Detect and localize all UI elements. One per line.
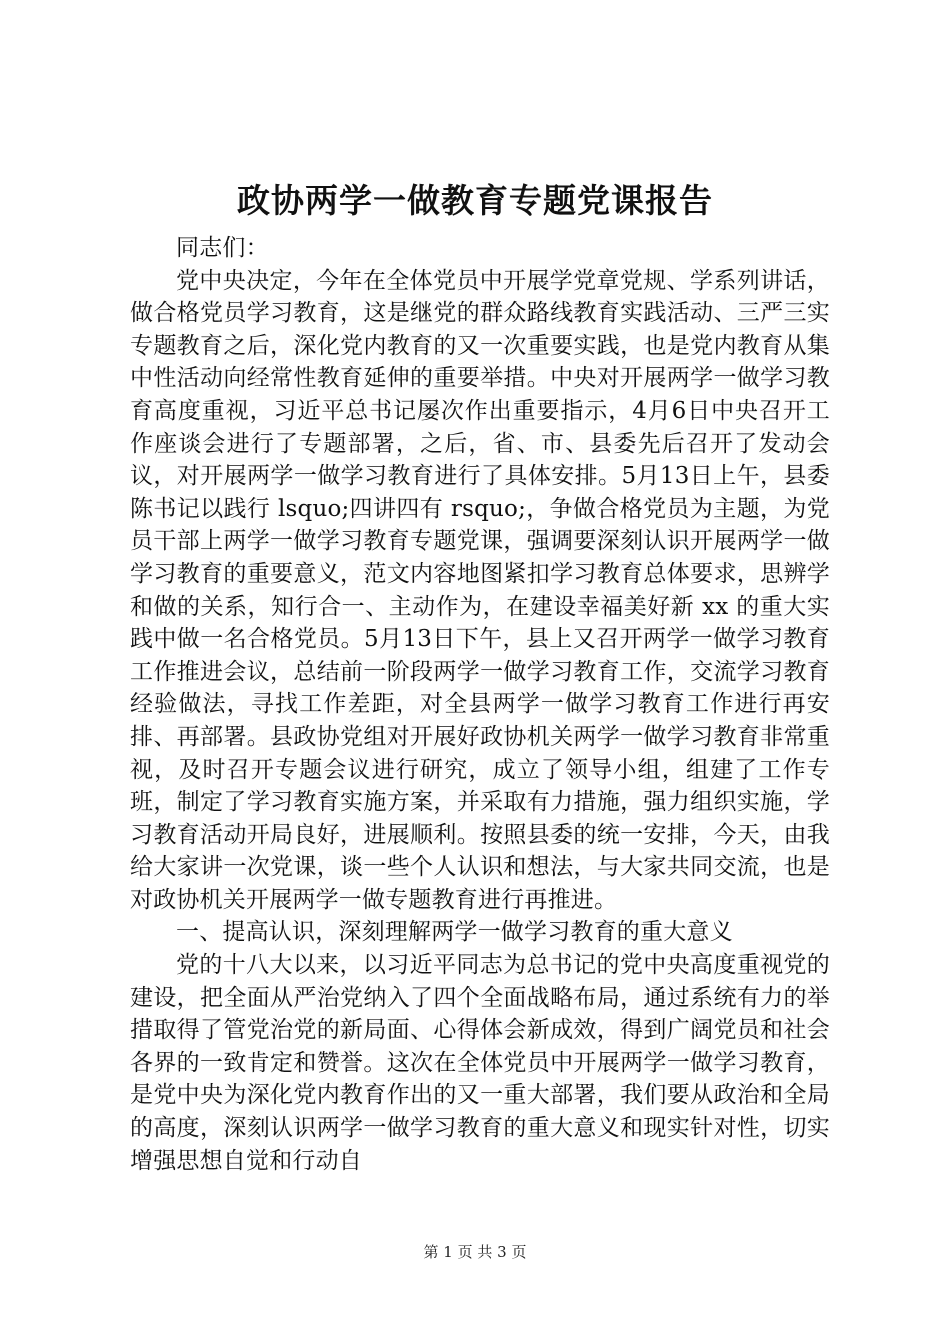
section-paragraph: 党的十八大以来，以习近平同志为总书记的党中央高度重视党的建设，把全面从严治党纳入了四个全面战略布局，通过系统有力的举措取得了管党治党的新局面、心得体会新成效，得到广阔党员和社会各界的一致肯定和赞誉。这次在全体党员中开展两学一做学习教育，是党中央为深化党内教育作出的又一重大部署，我们要从政治和全局的高度，深刻认识两学一做学习教育的重大意义和现实针对性，切实增强思想自觉和行动自 bbox=[130, 952, 830, 1174]
salutation-paragraph: 同志们： bbox=[176, 235, 269, 261]
document-body bbox=[130, 232, 830, 1177]
page-footer: 第 1 页 共 3 页 bbox=[423, 1243, 527, 1261]
document-title: 政协两学一做教育专题党课报告 bbox=[237, 181, 713, 220]
section-heading: 一、提高认识，深刻理解两学一做学习教育的重大意义 bbox=[176, 919, 733, 946]
intro-paragraph: 党中央决定，今年在全体党员中开展学党章党规、学系列讲话，做合格党员学习教育，这是继党的群众路线教育实践活动、三严三实专题教育之后，深化党内教育的又一次重要实践，也是党内教育从集中性活动向经常性教育延伸的重要举措。中央对开展两学一做学习教育高度重视，习近平总书记屡次作出重要指示，4月6日中央召开工作座谈会进行了专题部署，之后，省、市、县委先后召开了发动会议，对开展两学一做学习教育进行了具体安排。5月13日上午，县委陈书记以践行 lsquo;四讲四有 rsquo;，争做合格党员为主题，为党员干部上两学一做学习教育专题党课，强调要深刻认识开展两学一做学习教育的重要意义，范文内容地图紧扣学习教育总体要求，思辨学和做的关系，知行合一、主动作为，在建设幸福美好新 xx 的重大实践中做一名合格党员。5月13日下午，县上又召开两学一做学习教育工作推进会议，总结前一阶段两学一做学习教育工作，交流学习教育经验做法，寻找工作差距，对全县两学一做学习教育工作进行再安排、再部署。县政协党组对开展好政协机关两学一做学习教育非常重视，及时召开专题会议进行研究，成立了领导小组，组建了工作专班，制定了学习教育实施方案，并采取有力措施，强力组织实施，学习教育活动开局良好，进展顺利。按照县委的统一安排，今天，由我给大家讲一次党课，谈一些个人认识和想法，与大家共同交流，也是对政协机关开展两学一做专题教育进行再推进。 bbox=[130, 267, 830, 913]
